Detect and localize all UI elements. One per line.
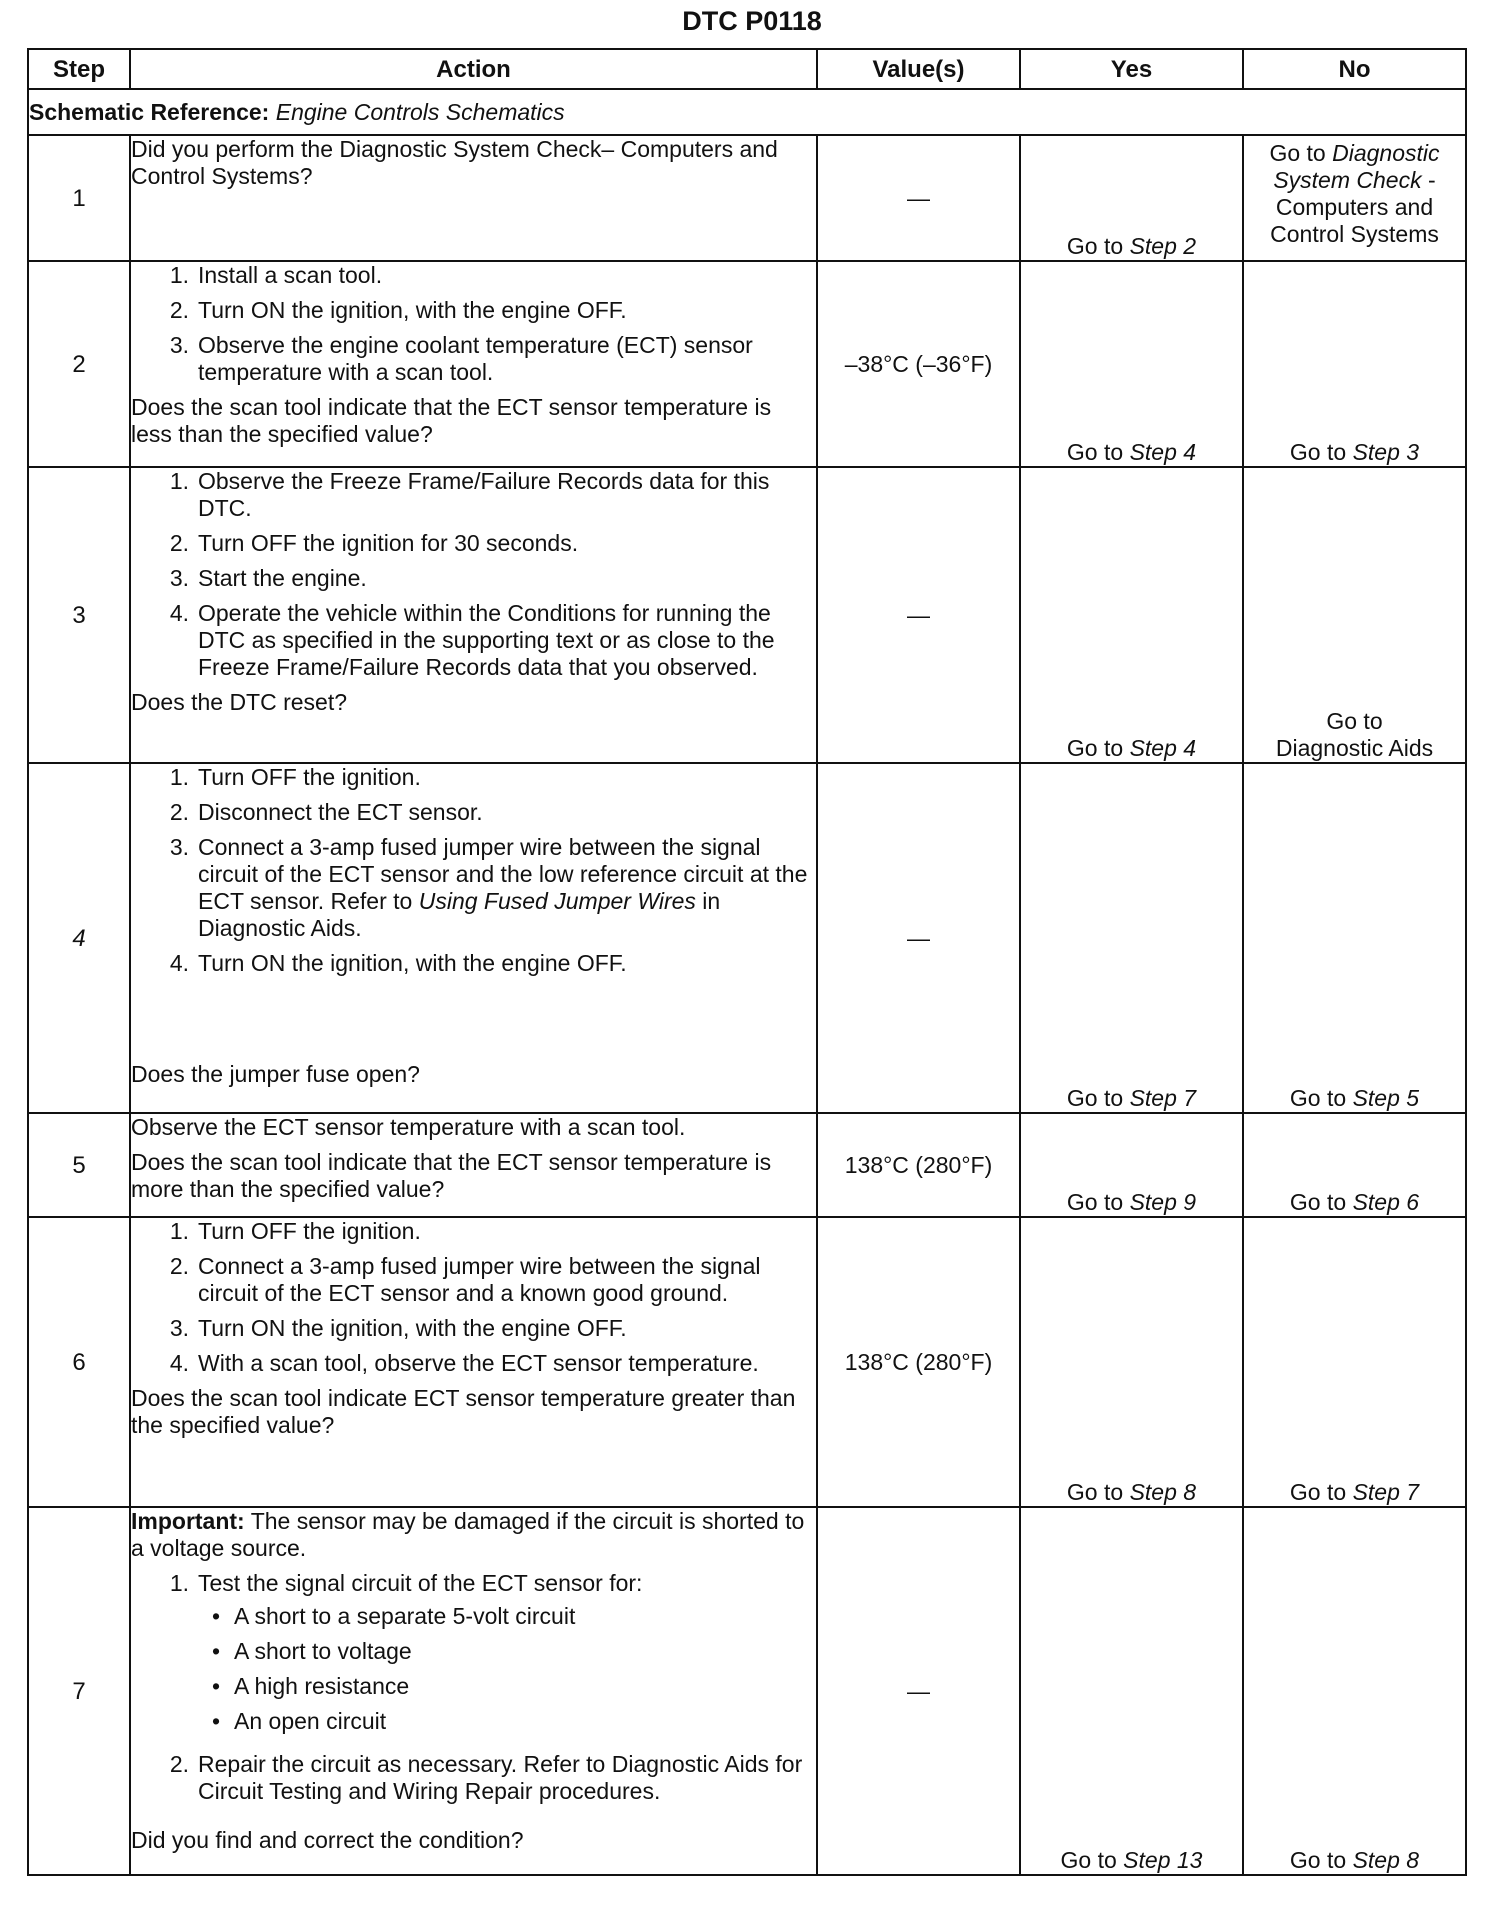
bullet-item: • A short to voltage [211,1638,412,1664]
important-label: Important: [131,1508,245,1534]
list-item: 2. Disconnect the ECT sensor. [169,799,483,825]
no-link-italic[interactable]: Diagnostic System Check [1273,140,1440,193]
no-cell: Go to Step 8 [1243,1507,1466,1875]
no-step-link[interactable]: Step 7 [1352,1479,1420,1505]
list-item: 1. Test the signal circuit of the ECT sensor for: • A short to a separate 5-volt circuit • A short to voltage • A high resistance • An open circuit [131,1570,816,1743]
action-steps [131,1218,816,1377]
list-item: 1. Turn OFF the ignition. [169,1218,421,1244]
no-step-link[interactable]: Step 6 [1352,1189,1420,1215]
list-item: 3. Start the engine. [169,565,367,591]
value-cell: 138°C (280°F) [817,1113,1020,1217]
no-link-rest[interactable]: Computers and Control Systems [1270,194,1439,247]
step-number: 7 [28,1507,130,1875]
no-cell: Go to Step 5 [1243,763,1466,1113]
list-item: 4. With a scan tool, observe the ECT sensor temperature. [169,1350,759,1376]
action-cell [130,135,817,261]
yes-step-link[interactable]: Step 8 [1129,1479,1197,1505]
yes-cell: Go to Step 7 [1020,763,1243,1113]
list-item: 2. Turn OFF the ignition for 30 seconds. [169,530,579,556]
list-item: 4. Operate the vehicle within the Conditions for running the DTC as specified in the supporting text or as close to the Freeze Frame/Failure Records data that you observed. [169,600,775,680]
table-row [28,1113,1466,1217]
table-row [28,135,1466,261]
list-item: 1. Observe the Freeze Frame/Failure Records data for this DTC. [169,468,770,521]
step-number: 3 [28,467,130,763]
action-cell [130,1113,817,1217]
action-cell [130,467,817,763]
schematic-value: Engine Controls Schematics [275,98,565,125]
list-item: 2. Connect a 3-amp fused jumper wire between the signal circuit of the ECT sensor and a known good ground. [169,1253,761,1306]
value-cell: — [817,763,1020,1113]
yes-step-link[interactable]: Step 13 [1123,1847,1203,1873]
value-cell: — [817,467,1020,763]
value-cell: –38°C (–36°F) [817,261,1020,467]
bullet-item: • An open circuit [211,1708,387,1734]
action-question: Did you perform the Diagnostic System Check– Computers and Control Systems? [131,136,778,189]
schematic-row [28,89,1466,135]
action-cell [130,1507,817,1875]
action-question: Does the DTC reset? [131,689,348,715]
bullet-list [198,1603,816,1735]
bullet-item: • A short to a separate 5-volt circuit [211,1603,576,1629]
yes-cell: Go to Step 8 [1020,1217,1243,1507]
header-step: Step [28,49,130,89]
no-step-link[interactable]: Step 3 [1352,439,1420,465]
action-steps [131,262,816,386]
header-yes: Yes [1020,49,1243,89]
no-cell: Go to Step 6 [1243,1113,1466,1217]
header-row [28,49,1466,89]
action-question: Does the scan tool indicate that the ECT sensor temperature is less than the specified value? [131,394,772,447]
table-row [28,1507,1466,1875]
table-row [28,763,1466,1113]
list-item: 3. Turn ON the ignition, with the engine OFF. [169,1315,627,1341]
yes-step-link[interactable]: Step 4 [1129,735,1197,761]
no-cell: Go to Step 7 [1243,1217,1466,1507]
action-question: Does the jumper fuse open? [131,1061,420,1087]
yes-cell: Go to Step 9 [1020,1113,1243,1217]
step-number: 1 [28,135,130,261]
no-step-link[interactable]: Step 5 [1352,1085,1420,1111]
yes-step-link[interactable]: Step 9 [1129,1189,1197,1215]
yes-cell: Go to Step 4 [1020,467,1243,763]
schematic-reference [28,89,1466,135]
go-to-text: Go to [1066,233,1124,259]
action-question: Does the scan tool indicate that the ECT sensor temperature is more than the specified value? [131,1149,772,1202]
value-cell: — [817,1507,1020,1875]
list-item: 1. Turn OFF the ignition. [169,764,421,790]
yes-cell [1020,135,1243,261]
list-item: 3. Connect a 3-amp fused jumper wire between the signal circuit of the ECT sensor and the low reference circuit at the ECT sensor. Refer to Using Fused Jumper Wires in Diagnostic Aids. [169,834,808,941]
list-item: 2. Repair the circuit as necessary. Refer to Diagnostic Aids for Circuit Testing and Wiring Repair procedures. [169,1751,803,1804]
value-cell: 138°C (280°F) [817,1217,1020,1507]
yes-step-link[interactable]: Step 2 [1129,233,1197,259]
step-number: 5 [28,1113,130,1217]
table-row [28,261,1466,467]
no-cell: Go to Diagnostic Aids [1243,467,1466,763]
action-question: Did you find and correct the condition? [131,1827,524,1853]
header-no: No [1243,49,1466,89]
page-title: DTC P0118 [682,6,822,36]
action-steps [131,764,816,977]
action-cell [130,1217,817,1507]
step-number: 4 [28,763,130,1113]
go-to-text: Go to [1269,140,1326,166]
yes-cell: Go to Step 13 [1020,1507,1243,1875]
bullet-item: • A high resistance [211,1673,410,1699]
list-item: 3. Observe the engine coolant temperature (ECT) sensor temperature with a scan tool. [169,332,753,385]
list-item: 2. Turn ON the ignition, with the engine OFF. [169,297,627,323]
value-cell: — [817,135,1020,261]
list-item: 1. Install a scan tool. [169,262,383,288]
list-item: 4. Turn ON the ignition, with the engine OFF. [169,950,627,976]
yes-step-link[interactable]: Step 7 [1129,1085,1197,1111]
yes-cell: Go to Step 4 [1020,261,1243,467]
action-cell [130,261,817,467]
yes-step-link[interactable]: Step 4 [1129,439,1197,465]
header-action: Action [130,49,817,89]
no-cell: Go to Step 3 [1243,261,1466,467]
no-link[interactable]: Diagnostic Aids [1275,735,1434,761]
action-cell [130,763,817,1113]
important-note: Important: The sensor may be damaged if the circuit is shorted to a voltage source. [131,1508,805,1561]
diagnostic-table [27,48,1467,1876]
table-row [28,1217,1466,1507]
action-question: Does the scan tool indicate ECT sensor temperature greater than the specified value? [131,1385,796,1438]
schematic-label: Schematic Reference: [29,98,270,125]
no-step-link[interactable]: Step 8 [1352,1847,1420,1873]
step-number: 2 [28,261,130,467]
action-steps [131,1570,816,1805]
action-steps [131,468,816,681]
action-lead: Observe the ECT sensor temperature with a scan tool. [131,1114,686,1140]
header-values: Value(s) [817,49,1020,89]
table-row [28,467,1466,763]
step-number: 6 [28,1217,130,1507]
no-cell: Go to Diagnostic System Check - Computers and Control Systems [1243,135,1466,261]
